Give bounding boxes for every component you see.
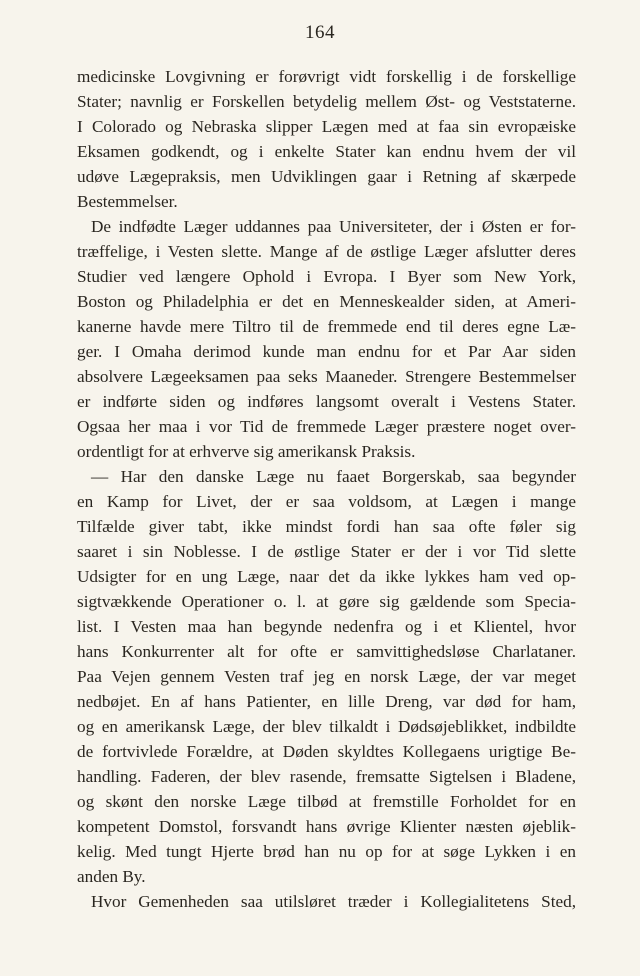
text-line: og skønt den norske Læge tilbød at fremstille Forholdet for en	[77, 792, 576, 811]
text-line: ordentligt for at erhverve sig amerikansk Praksis.	[77, 442, 416, 461]
text-line: Paa Vejen gennem Vesten traf jeg en norsk Læge, der var meget	[77, 667, 576, 686]
text-line: medicinske Lovgivning er forøvrigt vidt forskellig i de forskellige	[77, 67, 576, 86]
text-line: Boston og Philadelphia er det en Menneskealder siden, at Ameri-	[77, 292, 576, 311]
text-line: — Har den danske Læge nu faaet Borgerskab, saa begynder	[91, 467, 576, 486]
paragraph	[77, 64, 576, 214]
text-line: Eksamen godkendt, og i enkelte Stater kan endnu hvem der vil	[77, 142, 576, 161]
text-line: saaret i sin Noblesse. I de østlige Stater er der i vor Tid slette	[77, 542, 576, 561]
text-line: I Colorado og Nebraska slipper Lægen med at faa sin evropæiske	[77, 117, 576, 136]
text-line: Stater; navnlig er Forskellen betydelig mellem Øst- og Veststaterne.	[77, 92, 576, 111]
text-line: kelig. Med tungt Hjerte brød han nu op for at søge Lykken i en	[77, 842, 576, 861]
text-line: list. I Vesten maa han begynde nedenfra og i et Klientel, hvor	[77, 617, 576, 636]
text-line: Hvor Gemenheden saa utilsløret træder i Kollegialitetens Sted,	[91, 892, 576, 911]
text-line: kompetent Domstol, forsvandt hans øvrige Klienter næsten øjeblik-	[77, 817, 576, 836]
text-line: absolvere Lægeeksamen paa seks Maaneder. Strengere Bestemmelser	[77, 367, 576, 386]
text-line: en Kamp for Livet, der er saa voldsom, at Lægen i mange	[77, 492, 576, 511]
text-line: og en amerikansk Læge, der blev tilkaldt i Dødsøjeblikket, indbildte	[77, 717, 576, 736]
page-number: 164	[305, 22, 335, 43]
body-text	[77, 64, 576, 914]
paragraph	[77, 214, 576, 464]
text-line: træffelige, i Vesten slette. Mange af de østlige Læger afslutter deres	[77, 242, 576, 261]
text-line: Ogsaa her maa i vor Tid de fremmede Læger præstere noget over-	[77, 417, 576, 436]
text-line: anden By.	[77, 867, 146, 886]
text-line: ger. I Omaha derimod kunde man endnu for et Par Aar siden	[77, 342, 576, 361]
text-line: De indfødte Læger uddannes paa Universiteter, der i Østen er for-	[91, 217, 576, 236]
text-line: udøve Lægepraksis, men Udviklingen gaar i Retning af skærpede	[77, 167, 576, 186]
text-line: Studier ved længere Ophold i Evropa. I Byer som New York,	[77, 267, 576, 286]
text-line: hans Konkurrenter alt for ofte er samvittighedsløse Charlataner.	[77, 642, 576, 661]
text-line: Bestemmelser.	[77, 192, 178, 211]
text-line: nedbøjet. En af hans Patienter, en lille Dreng, var død for ham,	[77, 692, 576, 711]
text-line: kanerne havde mere Tiltro til de fremmede end til deres egne Læ-	[77, 317, 576, 336]
text-line: de fortvivlede Forældre, at Døden skyldtes Kollegaens urigtige Be-	[77, 742, 576, 761]
text-line: Udsigter for en ung Læge, naar det da ikke lykkes ham ved op-	[77, 567, 576, 586]
text-line: sigtvækkende Operationer o. l. at gøre sig gældende som Specia-	[77, 592, 576, 611]
paragraph	[77, 889, 576, 914]
text-line: handling. Faderen, der blev rasende, fremsatte Sigtelsen i Bladene,	[77, 767, 576, 786]
paragraph	[77, 464, 576, 889]
text-line: Tilfælde giver tabt, ikke mindst fordi han saa ofte føler sig	[77, 517, 576, 536]
text-line: er indførte siden og indføres langsomt overalt i Vestens Stater.	[77, 392, 576, 411]
